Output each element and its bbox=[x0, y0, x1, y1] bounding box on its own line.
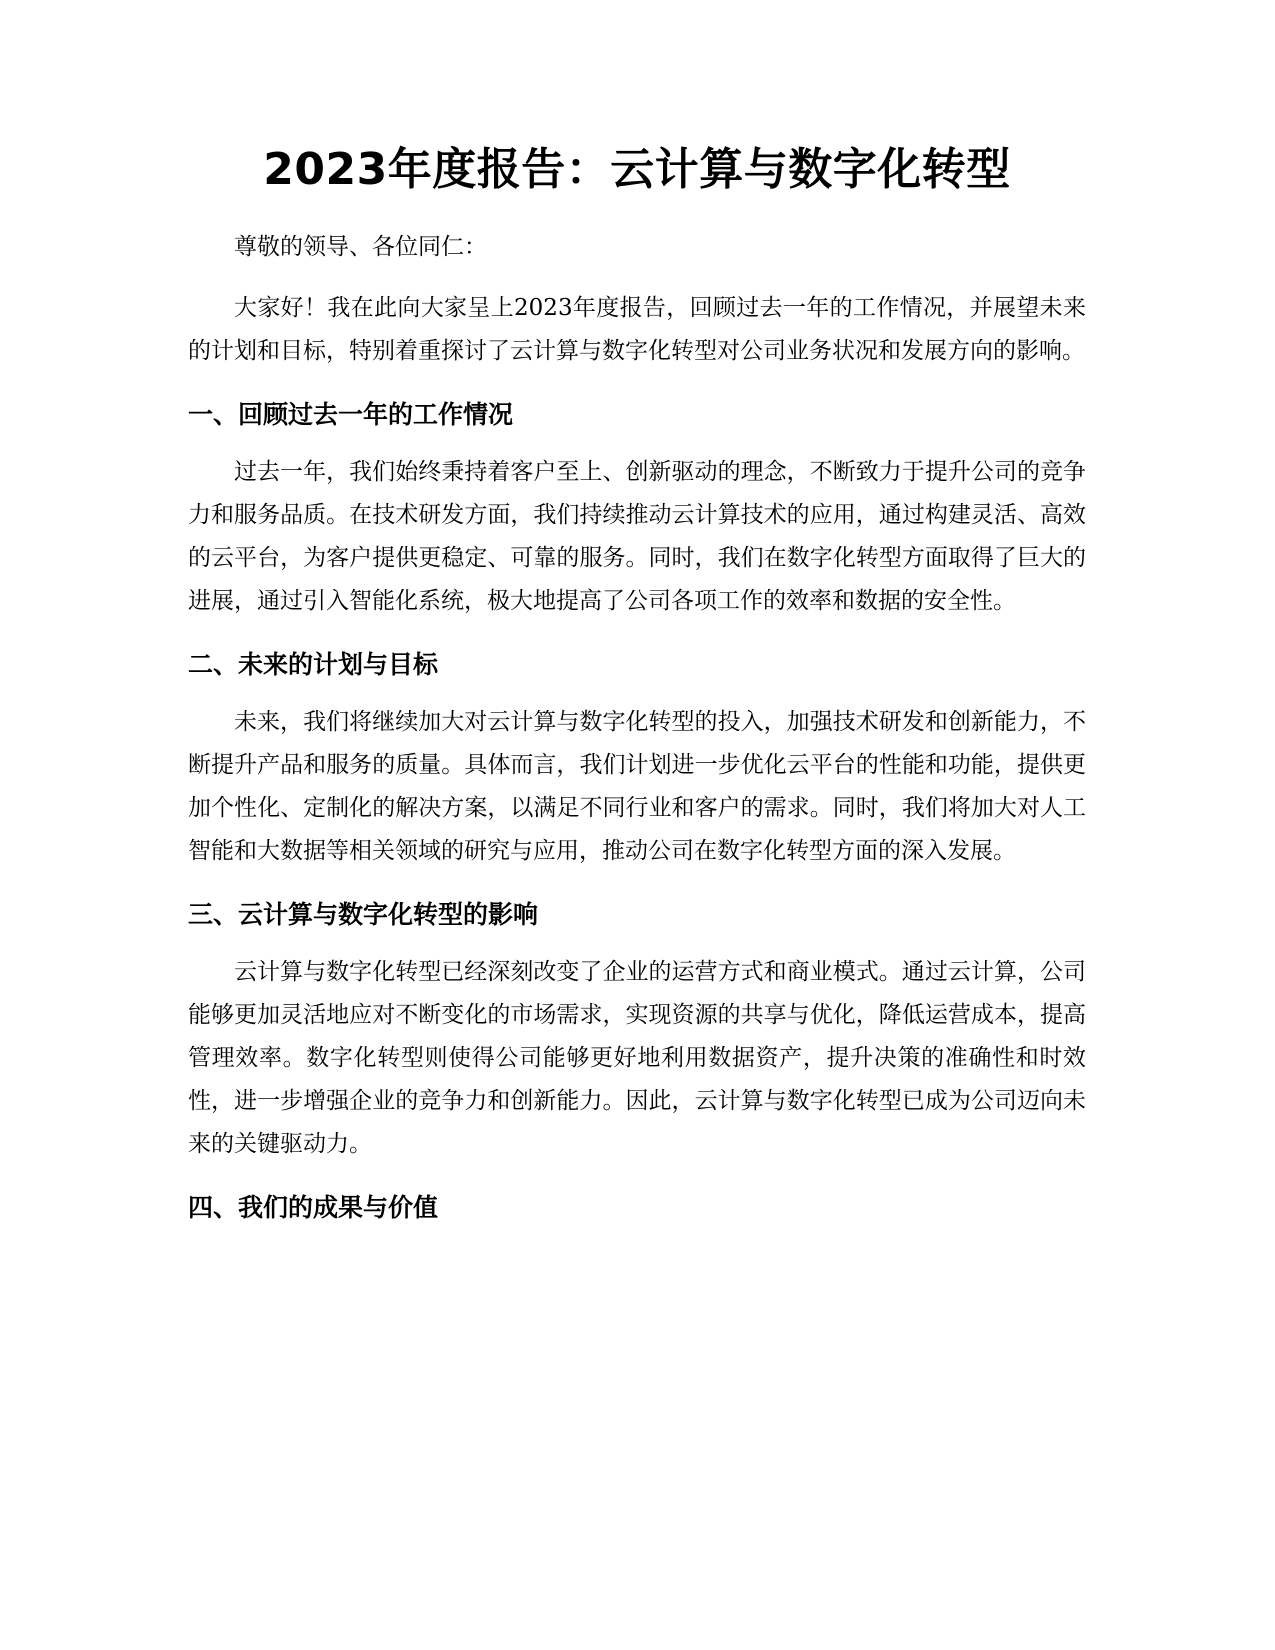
section-heading-review: 一、回顾过去一年的工作情况 bbox=[188, 400, 514, 429]
section-heading-plans: 二、未来的计划与目标 bbox=[188, 650, 439, 679]
document-title: 2023年度报告：云计算与数字化转型 bbox=[263, 144, 1011, 195]
section-body-plans: 未来，我们将继续加大对云计算与数字化转型的投入，加强技术研发和创新能力，不断提升产品和服务的质量。具体而言，我们计划进一步优化云平台的性能和功能，提供更加个性化、定制化的解决方案，以满足不同行业和客户的需求。同时，我们将加大对人工智能和大数据等相关领域的研究与应用，推动公司在数字化转型方面的深入发展。 bbox=[188, 709, 1086, 864]
document-content bbox=[188, 140, 1086, 1244]
salutation: 尊敬的领导、各位同仁： bbox=[234, 234, 487, 260]
section-heading-impact: 三、云计算与数字化转型的影响 bbox=[188, 900, 539, 929]
section-heading-results: 四、我们的成果与价值 bbox=[188, 1193, 439, 1222]
intro-paragraph: 大家好！我在此向大家呈上2023年度报告，回顾过去一年的工作情况，并展望未来的计划和目标，特别着重探讨了云计算与数字化转型对公司业务状况和发展方向的影响。 bbox=[188, 295, 1086, 364]
section-body-review: 过去一年，我们始终秉持着客户至上、创新驱动的理念，不断致力于提升公司的竞争力和服务品质。在技术研发方面，我们持续推动云计算技术的应用，通过构建灵活、高效的云平台，为客户提供更稳定、可靠的服务。同时，我们在数字化转型方面取得了巨大的进展，通过引入智能化系统，极大地提高了公司各项工作的效率和数据的安全性。 bbox=[188, 459, 1086, 614]
section-body-impact: 云计算与数字化转型已经深刻改变了企业的运营方式和商业模式。通过云计算，公司能够更加灵活地应对不断变化的市场需求，实现资源的共享与优化，降低运营成本，提高管理效率。数字化转型则使得公司能够更好地利用数据资产，提升决策的准确性和时效性，进一步增强企业的竞争力和创新能力。因此，云计算与数字化转型已成为公司迈向未来的关键驱动力。 bbox=[188, 959, 1086, 1157]
